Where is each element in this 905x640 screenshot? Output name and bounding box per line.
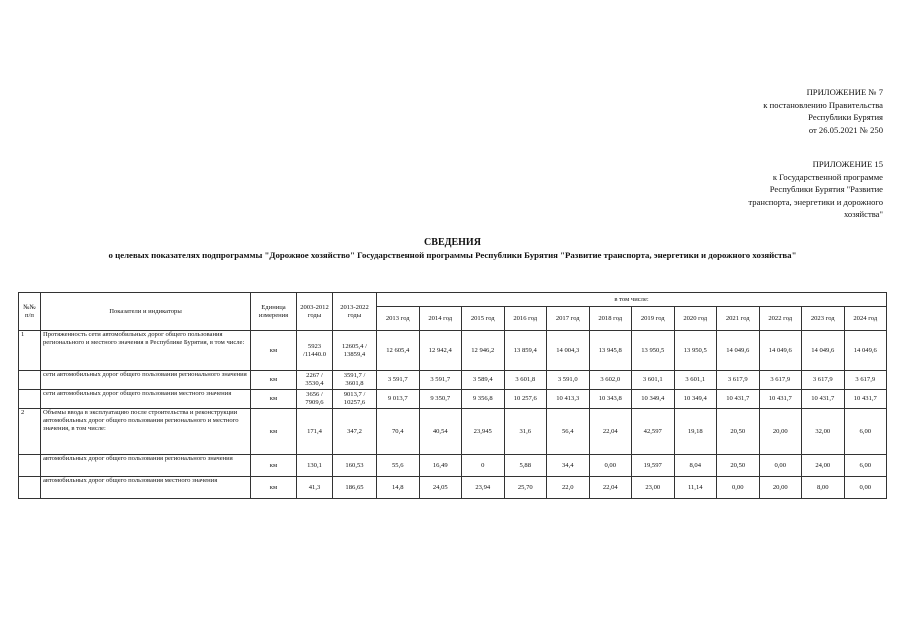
year-value: 10 431,7 [802, 390, 845, 409]
header-period-2013-2022: 2013-2022 годы [333, 293, 377, 331]
year-value: 13 945,8 [589, 331, 632, 371]
year-value: 42,597 [632, 409, 675, 455]
year-value: 6,00 [844, 455, 887, 477]
appendix-line: к постановлению Правительства [763, 99, 883, 110]
year-value: 14 049,6 [717, 331, 760, 371]
period-2013-2022-value: 347,2 [333, 409, 377, 455]
year-value: 12 942,4 [419, 331, 462, 371]
appendix-line: к Государственной программе [772, 171, 883, 182]
period-2013-2022-value: 12605,4 / 13859,4 [333, 331, 377, 371]
year-value: 12 946,2 [462, 331, 505, 371]
year-value: 14,8 [377, 477, 420, 499]
row-number [19, 390, 41, 409]
year-value: 24,00 [802, 455, 845, 477]
header-year: 2023 год [802, 307, 845, 331]
year-value: 14 049,6 [844, 331, 887, 371]
period-2013-2022-value: 186,65 [333, 477, 377, 499]
table-row [19, 455, 887, 477]
table-row [19, 371, 887, 390]
title-heading: СВЕДЕНИЯ [424, 237, 481, 248]
year-value: 10 349,4 [632, 390, 675, 409]
header-period-2003-2012: 2003-2012 годы [297, 293, 333, 331]
year-value: 20,00 [759, 409, 802, 455]
period-2013-2022-value: 160,53 [333, 455, 377, 477]
row-number [19, 455, 41, 477]
year-value: 3 617,9 [717, 371, 760, 390]
period-2013-2022-value: 9013,7 / 10257,6 [333, 390, 377, 409]
period-2003-2012-value: 130,1 [297, 455, 333, 477]
year-value: 20,50 [717, 455, 760, 477]
year-value: 55,6 [377, 455, 420, 477]
period-2013-2022-value: 3591,7 / 3601,8 [333, 371, 377, 390]
year-value: 3 589,4 [462, 371, 505, 390]
unit-cell: км [251, 390, 297, 409]
row-number [19, 371, 41, 390]
year-value: 13 950,5 [674, 331, 717, 371]
year-value: 24,05 [419, 477, 462, 499]
appendix-line: хозяйства" [843, 209, 883, 219]
year-value: 9 013,7 [377, 390, 420, 409]
year-value: 13 859,4 [504, 331, 547, 371]
year-value: 14 049,6 [802, 331, 845, 371]
row-number [19, 477, 41, 499]
header-year: 2020 год [674, 307, 717, 331]
year-value: 22,04 [589, 409, 632, 455]
year-value: 19,597 [632, 455, 675, 477]
period-2003-2012-value: 3656 / 7909,6 [297, 390, 333, 409]
year-value: 3 617,9 [844, 371, 887, 390]
unit-cell: км [251, 455, 297, 477]
table-row [19, 409, 887, 455]
indicator-name: Объемы ввода в эксплуатацию после строительства и реконструкции автомобильных дорог общего пользования регионального и местного значения, в том числе: [41, 409, 251, 455]
year-value: 20,00 [759, 477, 802, 499]
period-2003-2012-value: 171,4 [297, 409, 333, 455]
year-value: 3 601,8 [504, 371, 547, 390]
header-year: 2024 год [844, 307, 887, 331]
header-num: №№ п/п [19, 293, 41, 331]
appendix-line: транспорта, энергетики и дорожного [748, 196, 883, 207]
year-value: 32,00 [802, 409, 845, 455]
year-value: 14 049,6 [759, 331, 802, 371]
indicator-name: сети автомобильных дорог общего пользования регионального значения [41, 371, 251, 390]
table-row [19, 477, 887, 499]
header-year: 2022 год [759, 307, 802, 331]
year-value: 10 343,8 [589, 390, 632, 409]
year-value: 13 950,5 [632, 331, 675, 371]
indicator-name: сети автомобильных дорог общего пользования местного значения [41, 390, 251, 409]
appendix-7-block [763, 86, 883, 136]
indicator-name: Протяженность сети автомобильных дорог общего пользования регионального и местного значения в Республике Бурятия, в том числе: [41, 331, 251, 371]
period-2003-2012-value: 2267 / 3530,4 [297, 371, 333, 390]
year-value: 3 617,9 [759, 371, 802, 390]
year-value: 20,50 [717, 409, 760, 455]
year-value: 70,4 [377, 409, 420, 455]
unit-cell: км [251, 477, 297, 499]
year-value: 0,00 [589, 455, 632, 477]
year-value: 10 431,7 [844, 390, 887, 409]
year-value: 23,00 [632, 477, 675, 499]
period-2003-2012-value: 41,3 [297, 477, 333, 499]
year-value: 22,04 [589, 477, 632, 499]
indicators-table [18, 292, 887, 499]
year-value: 0,00 [759, 455, 802, 477]
title-subheading: о целевых показателях подпрограммы "Дорожное хозяйство" Государственной программы Республики Бурятия "Развитие транспорта, энергетики и дорожного хозяйства" [108, 250, 797, 260]
year-value: 3 601,1 [632, 371, 675, 390]
year-value: 5,88 [504, 455, 547, 477]
year-value: 3 591,7 [377, 371, 420, 390]
year-value: 3 601,1 [674, 371, 717, 390]
row-number: 2 [19, 409, 41, 455]
unit-cell: км [251, 371, 297, 390]
year-value: 10 431,7 [759, 390, 802, 409]
year-value: 10 413,3 [547, 390, 590, 409]
indicator-name: автомобильных дорог общего пользования регионального значения [41, 455, 251, 477]
year-value: 0 [462, 455, 505, 477]
appendix-line: Республики Бурятия [808, 112, 883, 122]
row-number: 1 [19, 331, 41, 371]
year-value: 8,04 [674, 455, 717, 477]
year-value: 11,14 [674, 477, 717, 499]
year-value: 34,4 [547, 455, 590, 477]
year-value: 9 356,8 [462, 390, 505, 409]
period-2003-2012-value: 5923 /11440.0 [297, 331, 333, 371]
header-year: 2016 год [504, 307, 547, 331]
year-value: 25,70 [504, 477, 547, 499]
unit-cell: км [251, 409, 297, 455]
appendix-line: ПРИЛОЖЕНИЕ 15 [812, 159, 883, 169]
header-indicator: Показатели и индикаторы [41, 293, 251, 331]
header-year: 2015 год [462, 307, 505, 331]
year-value: 14 004,3 [547, 331, 590, 371]
year-value: 0,00 [717, 477, 760, 499]
year-value: 10 349,4 [674, 390, 717, 409]
appendix-line: Республики Бурятия "Развитие [769, 184, 883, 194]
header-year: 2013 год [377, 307, 420, 331]
header-year: 2019 год [632, 307, 675, 331]
year-value: 19,18 [674, 409, 717, 455]
year-value: 31,6 [504, 409, 547, 455]
header-including: в том числе: [377, 293, 887, 307]
appendix-15-block [748, 158, 883, 221]
year-value: 0,00 [844, 477, 887, 499]
year-value: 10 257,6 [504, 390, 547, 409]
year-value: 3 617,9 [802, 371, 845, 390]
header-year: 2021 год [717, 307, 760, 331]
year-value: 16,49 [419, 455, 462, 477]
table-row [19, 390, 887, 409]
year-value: 56,4 [547, 409, 590, 455]
year-value: 8,00 [802, 477, 845, 499]
appendix-line: от 26.05.2021 № 250 [808, 124, 883, 135]
header-unit: Единица измерения [251, 293, 297, 331]
appendix-line: ПРИЛОЖЕНИЕ № 7 [806, 87, 883, 97]
year-value: 3 602,0 [589, 371, 632, 390]
year-value: 22,0 [547, 477, 590, 499]
year-value: 3 591,7 [419, 371, 462, 390]
unit-cell: км [251, 331, 297, 371]
document-title [30, 236, 875, 261]
year-value: 3 591,0 [547, 371, 590, 390]
header-year: 2017 год [547, 307, 590, 331]
year-value: 10 431,7 [717, 390, 760, 409]
year-value: 23,94 [462, 477, 505, 499]
year-value: 40,54 [419, 409, 462, 455]
header-year: 2018 год [589, 307, 632, 331]
year-value: 9 350,7 [419, 390, 462, 409]
year-value: 6,00 [844, 409, 887, 455]
indicator-name: автомобильных дорог общего пользования местного значения [41, 477, 251, 499]
table-row [19, 331, 887, 371]
header-year: 2014 год [419, 307, 462, 331]
year-value: 12 605,4 [377, 331, 420, 371]
year-value: 23,945 [462, 409, 505, 455]
